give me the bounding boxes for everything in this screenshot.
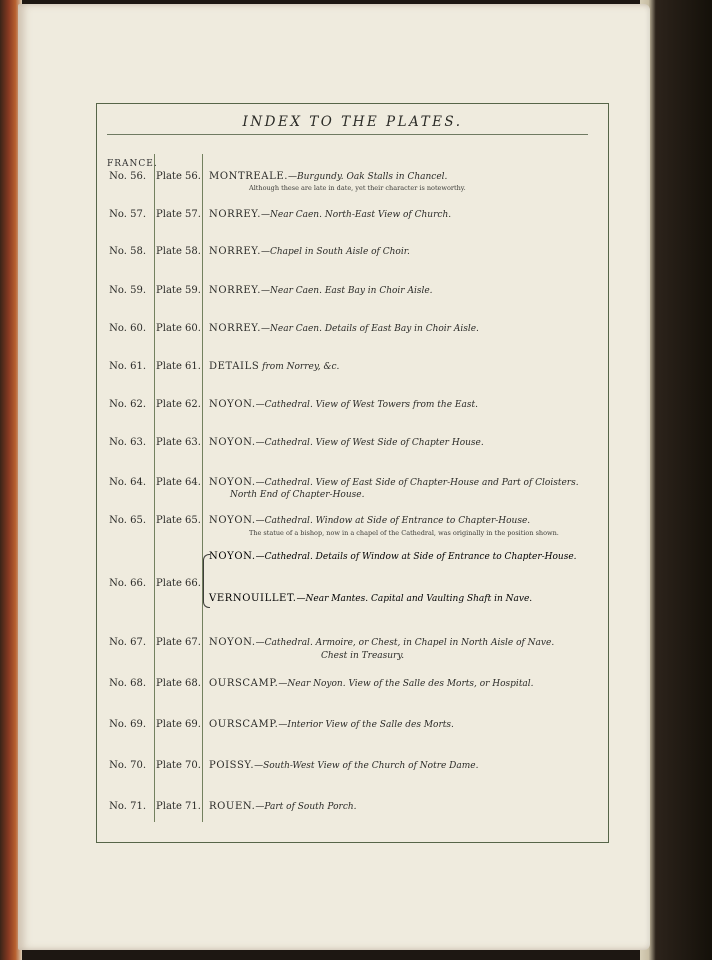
row-number: No. 71. xyxy=(109,801,146,812)
entry-subdesc: North End of Chapter-House. xyxy=(230,490,365,500)
plate-number: Plate 61. xyxy=(156,361,201,372)
plate-number: Plate 68. xyxy=(156,678,201,689)
row-number: No. 63. xyxy=(109,437,146,448)
entry-desc: —Cathedral. Details of Window at Side of Entrance to Chapter-House. xyxy=(255,552,577,562)
index-row-70 xyxy=(97,759,608,777)
entry-name-2: VERNOUILLET. xyxy=(209,593,297,604)
entry-text xyxy=(209,677,534,691)
entry-name: NORREY. xyxy=(209,323,261,334)
index-row-61 xyxy=(97,360,608,378)
entry-name: NORREY. xyxy=(209,285,261,296)
entry-name: NOYON. xyxy=(209,515,256,526)
entry-name: NOYON. xyxy=(209,477,256,488)
entry-desc: —Near Caen. North-East View of Church. xyxy=(261,210,452,220)
row-number: No. 58. xyxy=(109,246,146,257)
index-row-64 xyxy=(97,476,608,500)
entry-text xyxy=(209,514,530,528)
section-label: FRANCE. xyxy=(107,159,158,169)
page-title: INDEX TO THE PLATES. xyxy=(242,114,463,130)
row-number: No. 56. xyxy=(109,171,146,182)
entry-desc: —Cathedral. View of West Side of Chapter House. xyxy=(255,438,484,448)
title-rule xyxy=(107,134,588,135)
entry-desc: —Cathedral. View of West Towers from the East. xyxy=(255,400,478,410)
entry-name: NORREY. xyxy=(209,209,261,220)
index-row-65 xyxy=(97,514,608,537)
plate-number: Plate 60. xyxy=(156,323,201,334)
plate-number: Plate 69. xyxy=(156,719,201,730)
entry-name: NOYON. xyxy=(209,551,256,562)
row-number: No. 62. xyxy=(109,399,146,410)
row-number: No. 66. xyxy=(109,578,146,589)
entry-desc: from Norrey, &c. xyxy=(259,362,340,372)
row-number: No. 69. xyxy=(109,719,146,730)
index-row-58 xyxy=(97,245,608,263)
entry-desc: —Burgundy. Oak Stalls in Chancel. xyxy=(288,172,448,182)
index-row-69 xyxy=(97,718,608,736)
index-row-59 xyxy=(97,284,608,302)
row-number: No. 67. xyxy=(109,637,146,648)
entry-text xyxy=(209,436,484,450)
row-number: No. 61. xyxy=(109,361,146,372)
index-row-60 xyxy=(97,322,608,340)
plate-number: Plate 56. xyxy=(156,171,201,182)
plate-number: Plate 65. xyxy=(156,515,201,526)
index-row-68 xyxy=(97,677,608,695)
entry-note: The statue of a bishop, now in a chapel of the Cathedral, was originally in the position shown. xyxy=(249,529,559,537)
entry-text xyxy=(209,636,554,650)
plate-number: Plate 59. xyxy=(156,285,201,296)
entry-text xyxy=(209,476,579,490)
plate-number: Plate 57. xyxy=(156,209,201,220)
entry-desc: —Part of South Porch. xyxy=(255,802,357,812)
entry-text xyxy=(209,800,357,814)
plate-number: Plate 58. xyxy=(156,246,201,257)
index-row-63 xyxy=(97,436,608,454)
entry-name: OURSCAMP. xyxy=(209,678,279,689)
entry-text xyxy=(209,322,479,336)
entry-desc: —Interior View of the Salle des Morts. xyxy=(278,720,454,730)
entry-desc-2: —Near Mantes. Capital and Vaulting Shaft in Nave. xyxy=(296,594,533,604)
book-edge-right xyxy=(640,0,712,960)
entry-name: NOYON. xyxy=(209,399,256,410)
row-number: No. 64. xyxy=(109,477,146,488)
row-number: No. 59. xyxy=(109,285,146,296)
entry-text xyxy=(209,398,478,412)
row-number: No. 65. xyxy=(109,515,146,526)
entry-desc: —Cathedral. View of East Side of Chapter-House and Part of Cloisters. xyxy=(255,478,579,488)
entry-text-2 xyxy=(209,592,532,606)
row-number: No. 70. xyxy=(109,760,146,771)
plate-number: Plate 64. xyxy=(156,477,201,488)
entry-name: DETAILS xyxy=(209,361,260,372)
entry-desc: —Near Caen. East Bay in Choir Aisle. xyxy=(261,286,433,296)
book-page xyxy=(18,4,650,950)
entry-name: MONTREALE. xyxy=(209,171,289,182)
entry-subdesc: Chest in Treasury. xyxy=(321,651,405,661)
entry-text xyxy=(209,718,454,732)
row-number: No. 68. xyxy=(109,678,146,689)
entry-name: NOYON. xyxy=(209,637,256,648)
entry-text xyxy=(209,360,339,374)
entry-text xyxy=(209,245,410,259)
index-row-62 xyxy=(97,398,608,416)
entry-text xyxy=(209,550,577,564)
entry-desc: —Cathedral. Window at Side of Entrance to Chapter-House. xyxy=(255,516,531,526)
entry-text xyxy=(209,284,433,298)
entry-name: NOYON. xyxy=(209,437,256,448)
entry-desc: —Cathedral. Armoire, or Chest, in Chapel in North Aisle of Nave. xyxy=(255,638,555,648)
row-number: No. 57. xyxy=(109,209,146,220)
index-row-56 xyxy=(97,170,608,192)
index-row-57 xyxy=(97,208,608,226)
entry-text xyxy=(209,170,447,184)
entry-desc: —South-West View of the Church of Notre Dame. xyxy=(254,761,479,771)
entry-name: POISSY. xyxy=(209,760,255,771)
entry-name: ROUEN. xyxy=(209,801,256,812)
index-frame xyxy=(96,103,609,843)
index-row-71 xyxy=(97,800,608,818)
index-row-67 xyxy=(97,636,608,661)
row-number: No. 60. xyxy=(109,323,146,334)
entry-name: NORREY. xyxy=(209,246,261,257)
entry-desc: —Near Noyon. View of the Salle des Morts, or Hospital. xyxy=(278,679,534,689)
plate-number: Plate 70. xyxy=(156,760,201,771)
plate-number: Plate 71. xyxy=(156,801,201,812)
plate-number: Plate 66. xyxy=(156,578,201,589)
entry-name: OURSCAMP. xyxy=(209,719,279,730)
entry-desc: —Chapel in South Aisle of Choir. xyxy=(261,247,410,257)
entry-text xyxy=(209,208,451,222)
entry-note: Although these are late in date, yet their character is noteworthy. xyxy=(249,184,466,192)
entry-text xyxy=(209,759,479,773)
plate-number: Plate 63. xyxy=(156,437,201,448)
plate-number: Plate 67. xyxy=(156,637,201,648)
plate-number: Plate 62. xyxy=(156,399,201,410)
entry-desc: —Near Caen. Details of East Bay in Choir Aisle. xyxy=(261,324,479,334)
